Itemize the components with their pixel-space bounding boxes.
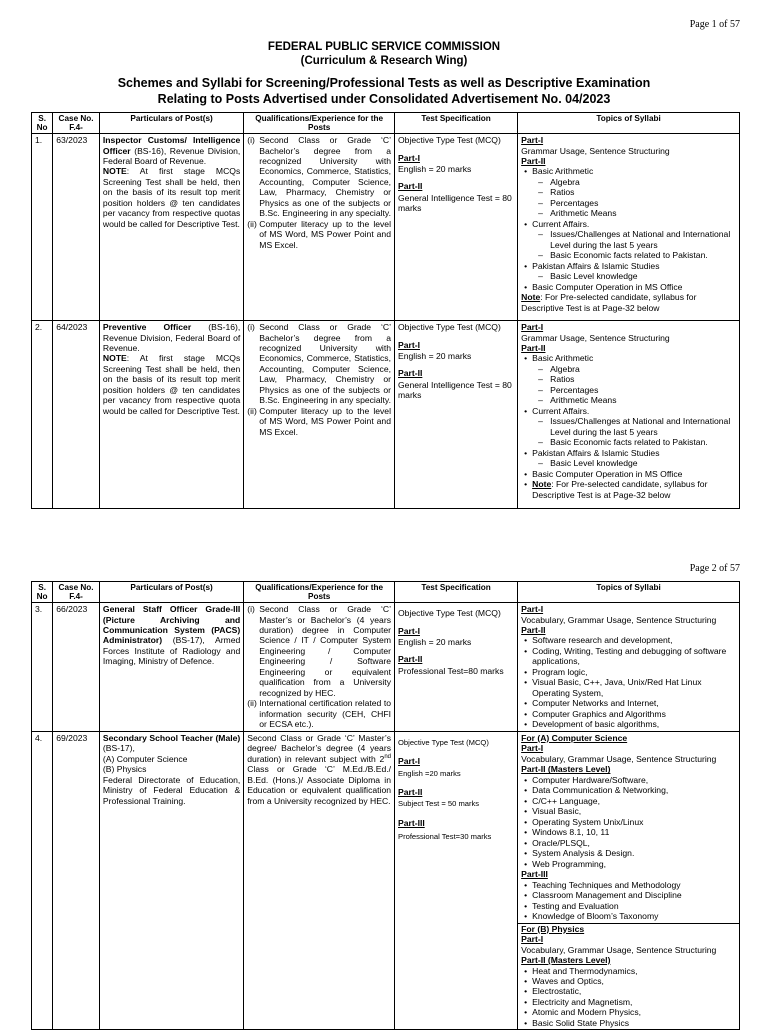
post-title: General Staff Officer Grade-III (Picture Archiving and Communication System (PACS) Administrator) bbox=[102, 604, 241, 646]
col-header-topics: Topics of Syllabi bbox=[518, 113, 740, 134]
test-specification bbox=[395, 134, 518, 321]
post-particulars bbox=[99, 321, 243, 509]
qualifications bbox=[244, 134, 395, 321]
part-marks: English = 20 marks bbox=[398, 637, 472, 647]
part-label: Part-I bbox=[521, 604, 544, 615]
note-text: : For Pre-selected candidate, syllabus for Descriptive Test is at Page-32 below bbox=[532, 479, 708, 500]
list-item: – Algebra bbox=[550, 177, 736, 187]
list-item: • Classroom Management and Discipline bbox=[532, 890, 736, 900]
qualifications: Second Class or Grade ‘C’ Master’s degree/ Bachelor’s degree (4 years duration) in relevant subject with 2nd Class or Grade ‘C’ M.Ed./B.Ed./ B.Ed. (Hons.)/ Associate Diploma in Education or equivalent qualification from a University recognized by HEC. bbox=[244, 731, 395, 1030]
syllabus-topics bbox=[518, 134, 740, 321]
qualification-item: (ii) Computer literacy up to the level of MS Word, MS Power Point and MS Excel. bbox=[247, 405, 391, 437]
topic-text: Grammar Usage, Sentence Structuring bbox=[521, 332, 670, 343]
row-sno: 2. bbox=[32, 321, 53, 509]
page-number: Page 2 of 57 bbox=[689, 563, 740, 574]
test-specification bbox=[395, 321, 518, 509]
list-item: – Arithmetic Means bbox=[550, 395, 736, 405]
document-subtitle: Relating to Posts Advertised under Consolidated Advertisement No. 04/2023 bbox=[157, 92, 611, 106]
syllabus-topics bbox=[518, 321, 740, 509]
part-label: Part-III bbox=[398, 817, 425, 828]
post-option: (B) Physics bbox=[102, 764, 147, 775]
part-marks: Professional Test=30 marks bbox=[398, 832, 492, 842]
test-specification bbox=[395, 603, 518, 732]
list-item: • Data Communication & Networking, bbox=[532, 785, 736, 795]
list-item: – Ratios bbox=[550, 374, 736, 384]
qualifications bbox=[244, 603, 395, 732]
part-marks: English = 20 marks bbox=[398, 351, 472, 361]
list-item: • Basic Computer Operation in MS Office bbox=[532, 469, 736, 479]
note-text: : At first stage MCQs Screening Test shall be held, then on the basis of its result top merit position holders @ ten candidates per vacancy from respective quota would be called for Descriptive Test. bbox=[102, 353, 241, 416]
part-label: Part-II bbox=[521, 156, 546, 166]
part-label: Part-II bbox=[398, 654, 423, 665]
qualification-item: (ii) International certification related to information security (CEH, CHFI or ECSA etc.). bbox=[247, 698, 391, 730]
col-header-case: Case No. F.4- bbox=[53, 113, 100, 134]
note-text: : At first stage MCQs Screening Test shall be held, then on the basis of its result top merit position holders @ ten candidates per vacancy from respective quotas would be called for Descriptive Test. bbox=[102, 166, 241, 229]
list-item: • Current Affairs. – Issues/Challenges at National and International Level during the last 5 years – Basic Economic facts related to Pakistan. bbox=[532, 406, 736, 448]
list-item: – Algebra bbox=[550, 364, 736, 374]
list-item: • Current Affairs. – Issues/Challenges at National and International Level during the last 5 years – Basic Economic facts related to Pakistan. bbox=[532, 219, 736, 261]
table-header-row bbox=[32, 113, 740, 134]
wing-name: (Curriculum & Research Wing) bbox=[300, 55, 468, 67]
list-item: • Atomic and Modern Physics, bbox=[532, 1007, 736, 1017]
list-item: – Arithmetic Means bbox=[550, 208, 736, 218]
qualification-item: (i) Second Class or Grade ‘C’ Master’s or Bachelor’s (4 years duration) degree in Computer Science / IT / Computer System Engineering / Computer Engineering / Software Engineering or equivalent qualification from a University recognized by HEC. bbox=[247, 604, 391, 698]
col-header-case: Case No. F.4- bbox=[53, 582, 100, 603]
note-label: NOTE bbox=[102, 166, 127, 177]
list-item: • Basic Computer Operation in MS Office bbox=[532, 282, 736, 292]
col-header-test-spec: Test Specification bbox=[395, 113, 518, 134]
list-item: • Basic Solid State Physics bbox=[532, 1018, 736, 1028]
table-row bbox=[32, 134, 740, 321]
post-details: (BS-17), Armed Forces Institute of Radiology and Imaging, Ministry of Defence. bbox=[102, 635, 241, 667]
col-header-particulars: Particulars of Post(s) bbox=[99, 582, 243, 603]
part-label: Part-II bbox=[398, 181, 423, 192]
table-row bbox=[32, 731, 740, 1030]
list-item: • System Analysis & Design. bbox=[532, 848, 736, 858]
list-item: • Computer Hardware/Software, bbox=[532, 775, 736, 785]
part-marks: Professional Test=80 marks bbox=[398, 665, 504, 676]
document-title: Schemes and Syllabi for Screening/Professional Tests as well as Descriptive Examination bbox=[117, 76, 651, 90]
part-label: Part-II bbox=[398, 368, 423, 379]
qualifications bbox=[244, 321, 395, 509]
post-title: Inspector Customs/ Intelligence Officer bbox=[102, 135, 241, 156]
note-label: NOTE bbox=[102, 353, 127, 364]
syllabus-topics bbox=[518, 731, 740, 1030]
part-label: Part-II (Masters Level) bbox=[521, 764, 611, 775]
qualification-item: (i) Second Class or Grade ‘C’ Bachelor’s degree from a recognized University with Economics, Commerce, Statistics, Accounting, Computer Science, Law, Pharmacy, Chemistry or Physics as one of the subjects or B.Sc. Engineering in any specialty. bbox=[247, 135, 391, 219]
part-marks: General Intelligence Test = 80 marks bbox=[398, 379, 512, 401]
list-item: • Testing and Evaluation bbox=[532, 901, 736, 911]
post-title: Secondary School Teacher (Male) bbox=[102, 732, 241, 743]
post-option: (A) Computer Science bbox=[102, 753, 188, 764]
list-item: • Electrostatic, bbox=[532, 986, 736, 996]
topic-text: Vocabulary, Grammar Usage, Sentence Structuring bbox=[521, 944, 717, 955]
syllabus-table bbox=[31, 581, 740, 1030]
list-item: • Development of basic algorithms, bbox=[532, 719, 736, 729]
part-label: Part-I bbox=[398, 152, 420, 163]
test-type: Objective Type Test (MCQ) bbox=[398, 737, 489, 747]
list-item: – Percentages bbox=[550, 198, 736, 208]
list-item: • Coding, Writing, Testing and debugging of software applications, bbox=[532, 646, 736, 667]
list-item: • Computer Graphics and Algorithms bbox=[532, 709, 736, 719]
syllabus-table bbox=[31, 112, 740, 509]
syllabus-topics bbox=[518, 603, 740, 732]
list-item: • Oracle/PLSQL, bbox=[532, 838, 736, 848]
note-label: Note bbox=[521, 292, 541, 303]
list-item: – Issues/Challenges at National and International Level during the last 5 years bbox=[550, 416, 736, 437]
part-marks: English =20 marks bbox=[398, 768, 461, 778]
list-item bbox=[532, 479, 736, 500]
list-item: – Basic Level knowledge bbox=[550, 271, 736, 281]
list-item: – Basic Economic facts related to Pakistan. bbox=[550, 437, 736, 447]
note-label: Note bbox=[532, 479, 552, 490]
qualification-item: (i) Second Class or Grade ‘C’ Bachelor’s degree from a recognized University with Economics, Commerce, Statistics, Accounting, Computer Science, Law, Pharmacy, Chemistry or Physics as one of the subjects or B.Sc. Engineering in any specialty. bbox=[247, 322, 391, 406]
list-item: • Teaching Techniques and Methodology bbox=[532, 880, 736, 890]
col-header-sno: S. No bbox=[32, 582, 53, 603]
post-details: (BS-16), Revenue Division, Federal Board of Revenue. bbox=[102, 145, 241, 166]
part-label: Part-I bbox=[398, 625, 420, 636]
test-type: Objective Type Test (MCQ) bbox=[398, 322, 501, 333]
table-row bbox=[32, 603, 740, 732]
col-header-topics: Topics of Syllabi bbox=[518, 582, 740, 603]
row-case: 66/2023 bbox=[53, 603, 100, 732]
part-label: Part-II bbox=[398, 786, 423, 797]
topic-text: Vocabulary, Grammar Usage, Sentence Structuring bbox=[521, 614, 717, 625]
post-particulars bbox=[99, 603, 243, 732]
page-number: Page 1 of 57 bbox=[689, 19, 740, 30]
list-item: • Program logic, bbox=[532, 667, 736, 677]
note-text: : For Pre-selected candidate, syllabus for Descriptive Test is at Page-32 below bbox=[521, 292, 697, 313]
part-label: Part-I bbox=[521, 135, 544, 146]
list-item: • Computer Networks and Internet, bbox=[532, 698, 736, 708]
post-title: Preventive Officer bbox=[102, 322, 192, 333]
row-sno: 3. bbox=[32, 603, 53, 732]
list-item: – Ratios bbox=[550, 187, 736, 197]
topic-text: Grammar Usage, Sentence Structuring bbox=[521, 145, 670, 156]
test-specification bbox=[395, 731, 518, 1030]
test-type: Objective Type Test (MCQ) bbox=[398, 608, 501, 619]
list-item: • Operating System Unix/Linux bbox=[532, 817, 736, 827]
row-case: 63/2023 bbox=[53, 134, 100, 321]
part-label: Part-I bbox=[521, 934, 544, 945]
post-details: (BS-17), bbox=[102, 743, 135, 754]
list-item: • Visual Basic, C++, Java, Unix/Red Hat Linux Operating System, bbox=[532, 677, 736, 698]
row-sno: 4. bbox=[32, 731, 53, 1030]
part-marks: English = 20 marks bbox=[398, 164, 472, 174]
col-header-test-spec: Test Specification bbox=[395, 582, 518, 603]
col-header-particulars: Particulars of Post(s) bbox=[99, 113, 243, 134]
part-marks: Subject Test = 50 marks bbox=[398, 799, 480, 809]
row-sno: 1. bbox=[32, 134, 53, 321]
list-item: • Knowledge of Bloom’s Taxonomy bbox=[532, 911, 736, 921]
test-type: Objective Type Test (MCQ) bbox=[398, 135, 501, 146]
table-header-row bbox=[32, 582, 740, 603]
col-header-qualifications: Qualifications/Experience for the Posts bbox=[244, 582, 395, 603]
post-particulars bbox=[99, 134, 243, 321]
post-particulars bbox=[99, 731, 243, 1030]
section-heading: For (B) Physics bbox=[521, 923, 585, 934]
part-label: Part-I bbox=[398, 756, 420, 767]
topic-text: Vocabulary, Grammar Usage, Sentence Structuring bbox=[521, 753, 717, 764]
organization-name: FEDERAL PUBLIC SERVICE COMMISSION bbox=[267, 41, 501, 53]
list-item: • C/C++ Language, bbox=[532, 796, 736, 806]
post-department: Federal Directorate of Education, Ministry of Federal Education & Professional Training. bbox=[102, 774, 241, 806]
list-item: • Web Programming, bbox=[532, 859, 736, 869]
list-item: – Basic Level knowledge bbox=[550, 458, 736, 468]
part-label: Part-II (Masters Level) bbox=[521, 955, 611, 966]
section-heading: For (A) Computer Science bbox=[521, 732, 628, 743]
part-label: Part-III bbox=[521, 869, 548, 880]
part-marks: General Intelligence Test = 80 marks bbox=[398, 192, 512, 214]
row-case: 69/2023 bbox=[53, 731, 100, 1030]
list-item: • Software research and development, bbox=[532, 635, 736, 645]
list-item: • Pakistan Affairs & Islamic Studies – Basic Level knowledge bbox=[532, 448, 736, 469]
part-label: Part-I bbox=[521, 322, 544, 333]
list-item: • Windows 8.1, 10, 11 bbox=[532, 827, 736, 837]
qualification-item: (ii) Computer literacy up to the level of MS Word, MS Power Point and MS Excel. bbox=[247, 218, 391, 250]
part-label: Part-I bbox=[398, 339, 420, 350]
list-item: • Heat and Thermodynamics, bbox=[532, 966, 736, 976]
list-item: – Basic Economic facts related to Pakistan. bbox=[550, 250, 736, 260]
list-item: – Issues/Challenges at National and International Level during the last 5 years bbox=[550, 229, 736, 250]
list-item: • Electricity and Magnetism, bbox=[532, 997, 736, 1007]
list-item: • Pakistan Affairs & Islamic Studies – Basic Level knowledge bbox=[532, 261, 736, 282]
list-item: • Visual Basic, bbox=[532, 806, 736, 816]
list-item: • Basic Arithmetic – Algebra – Ratios – Percentages – Arithmetic Means bbox=[532, 353, 736, 405]
row-case: 64/2023 bbox=[53, 321, 100, 509]
post-details: (BS-16), Revenue Division, Federal Board of Revenue. bbox=[102, 322, 241, 353]
col-header-qualifications: Qualifications/Experience for the Posts bbox=[244, 113, 395, 134]
list-item: • Basic Arithmetic – Algebra – Ratios – Percentages – Arithmetic Means bbox=[532, 166, 736, 218]
col-header-sno: S. No bbox=[32, 113, 53, 134]
table-row bbox=[32, 321, 740, 509]
part-label: Part-II bbox=[521, 343, 546, 353]
list-item: – Percentages bbox=[550, 385, 736, 395]
part-label: Part-I bbox=[521, 743, 544, 754]
part-label: Part-II bbox=[521, 625, 546, 635]
list-item: • Waves and Optics, bbox=[532, 976, 736, 986]
